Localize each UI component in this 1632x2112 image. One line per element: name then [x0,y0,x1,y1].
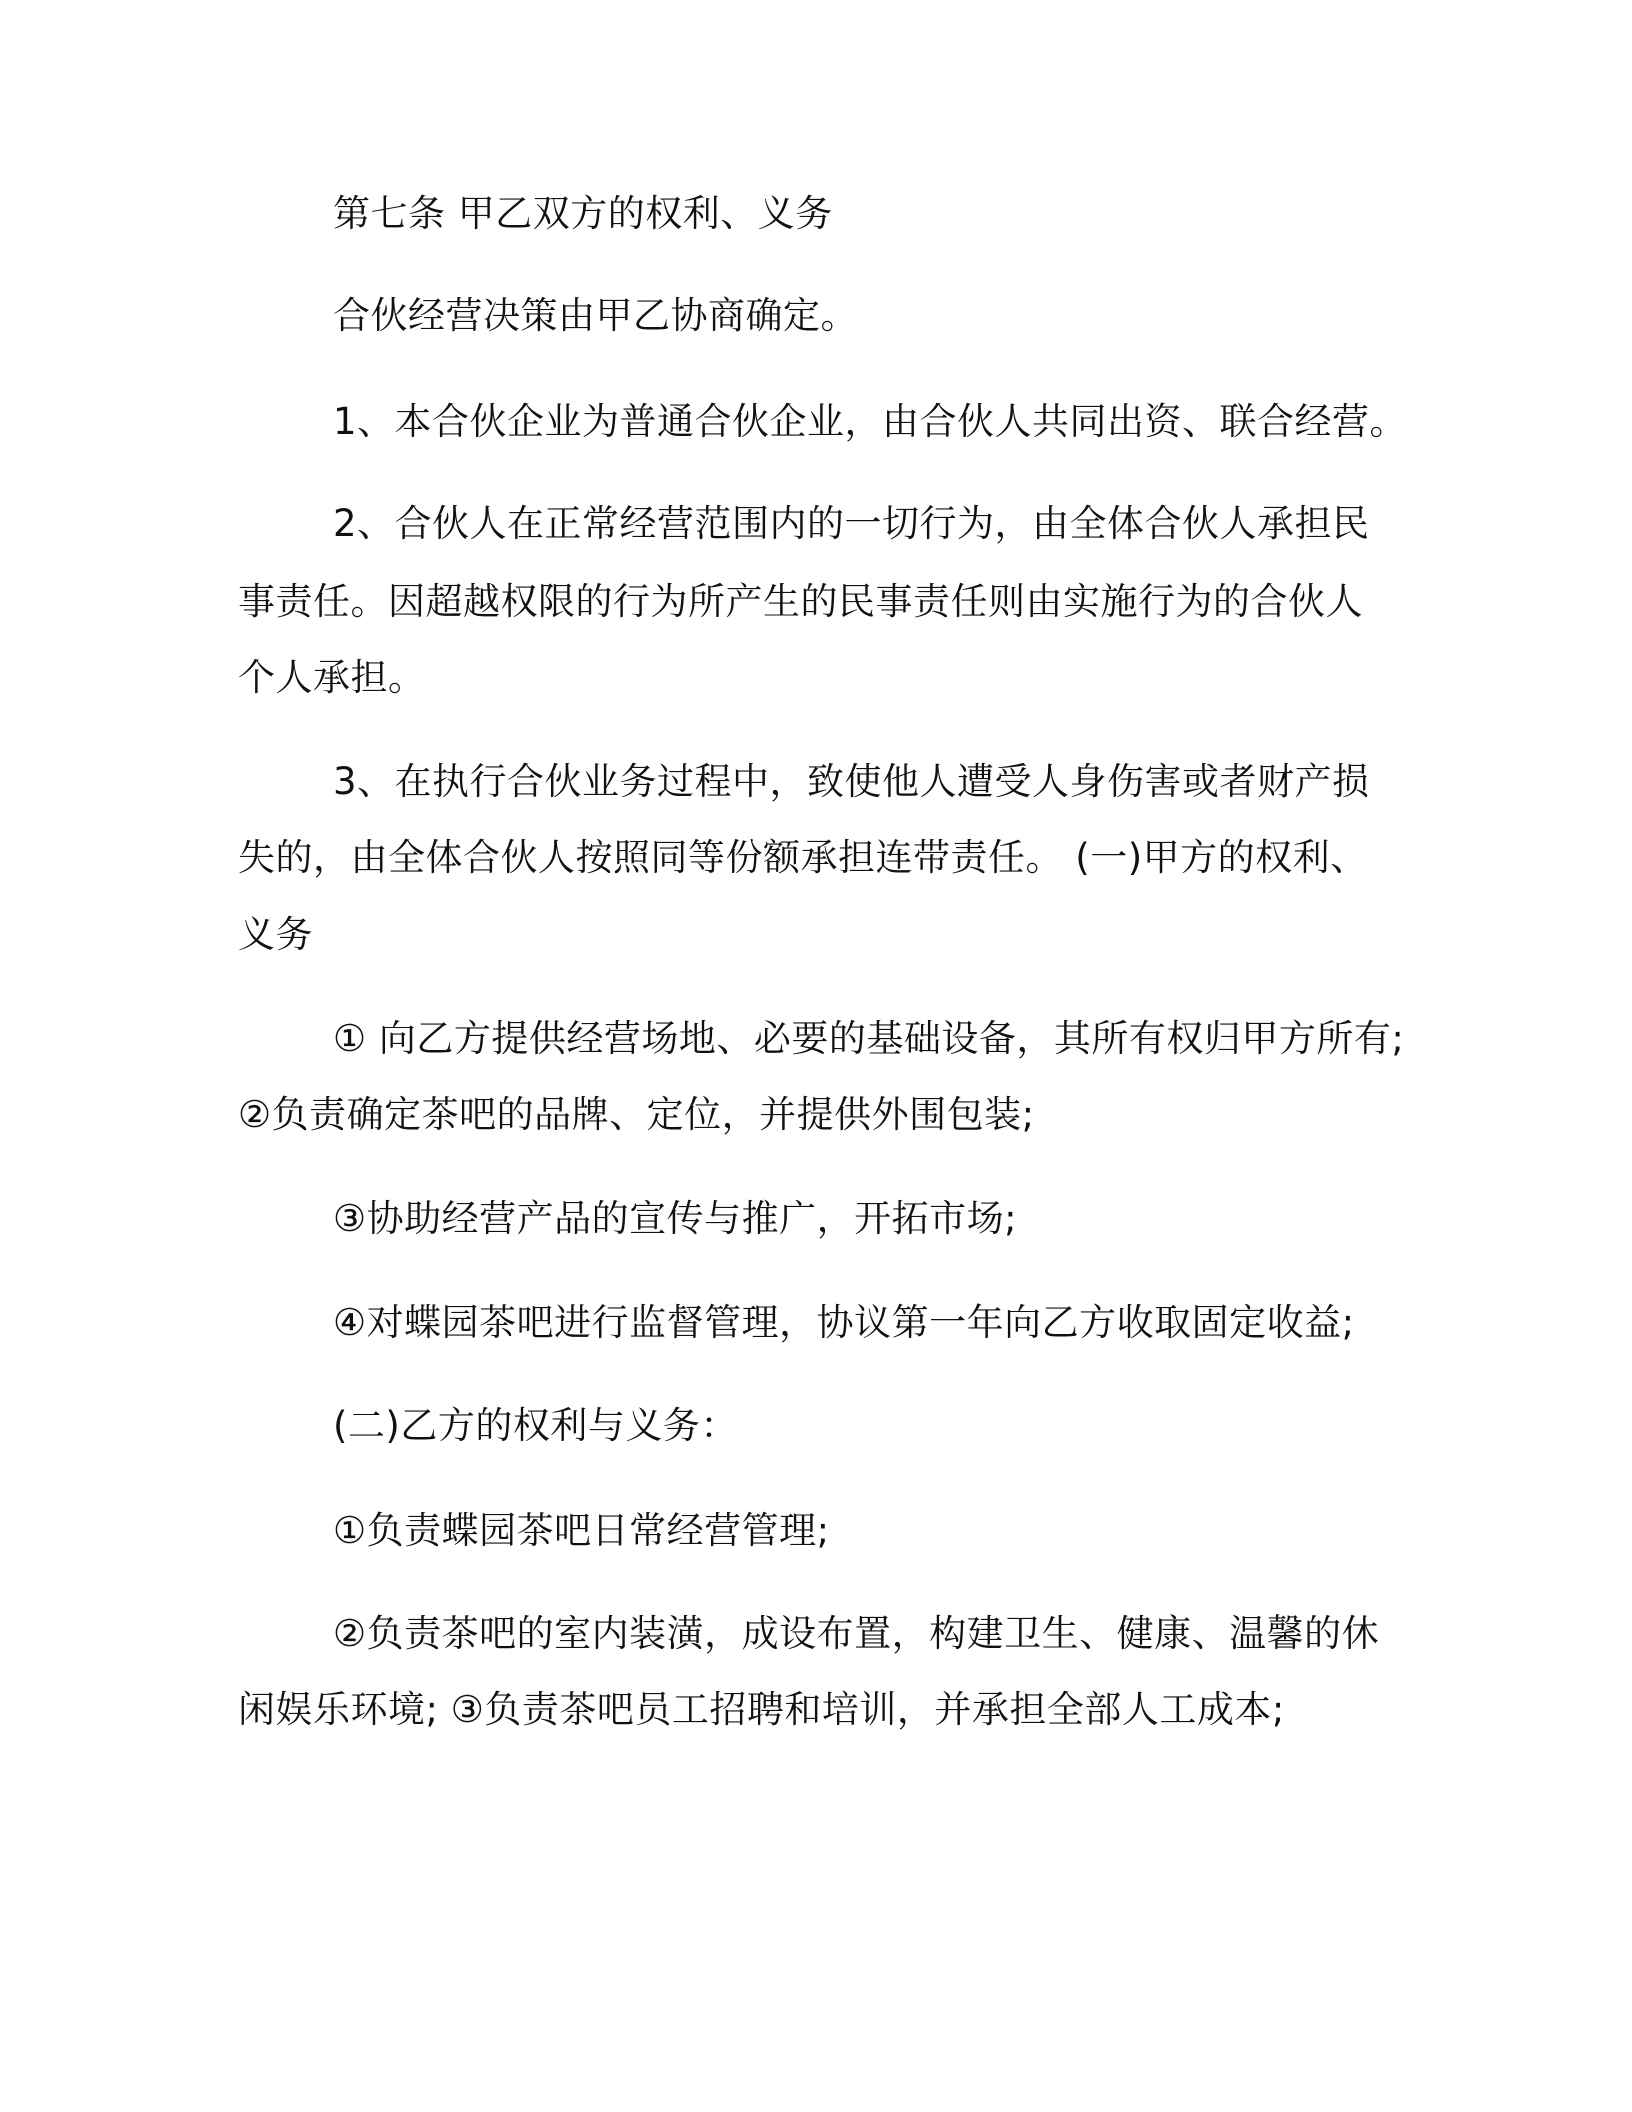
party-a-item-3: ③协助经营产品的宣传与推广，开拓市场; [333,1197,1018,1240]
clause-3-line-3: 义务 [238,913,313,956]
party-b-item-2-line-2: 闲娱乐环境; ③负责茶吧员工招聘和培训，并承担全部人工成本; [238,1688,1285,1731]
party-a-item-1: ① 向乙方提供经营场地、必要的基础设备，其所有权归甲方所有; [333,1017,1405,1060]
clause-2-line-3: 个人承担。 [238,656,426,699]
clause-2-line-2: 事责任。因超越权限的行为所产生的民事责任则由实施行为的合伙人 [238,580,1363,623]
party-b-item-2-line-1: ②负责茶吧的室内装潢，成设布置，构建卫生、健康、温馨的休 [333,1612,1380,1655]
party-b-item-1: ①负责蝶园茶吧日常经营管理; [333,1509,830,1552]
clause-3-line-1: 3、在执行合伙业务过程中，致使他人遭受人身伤害或者财产损 [333,760,1370,803]
paragraph-line: 合伙经营决策由甲乙协商确定。 [333,294,858,337]
clause-2-line-1: 2、合伙人在正常经营范围内的一切行为，由全体合伙人承担民 [333,502,1370,545]
party-b-heading: (二)乙方的权利与义务： [333,1404,738,1447]
party-a-item-4: ④对蝶园茶吧进行监督管理，协议第一年向乙方收取固定收益; [333,1301,1355,1344]
party-a-item-2: ②负责确定茶吧的品牌、定位，并提供外围包装; [238,1093,1035,1136]
clause-1-line: 1、本合伙企业为普通合伙企业，由合伙人共同出资、联合经营。 [333,400,1408,443]
clause-3-line-2: 失的，由全体合伙人按照同等份额承担连带责任。 (一)甲方的权利、 [238,836,1368,879]
article-heading: 第七条 甲乙双方的权利、义务 [333,192,833,235]
